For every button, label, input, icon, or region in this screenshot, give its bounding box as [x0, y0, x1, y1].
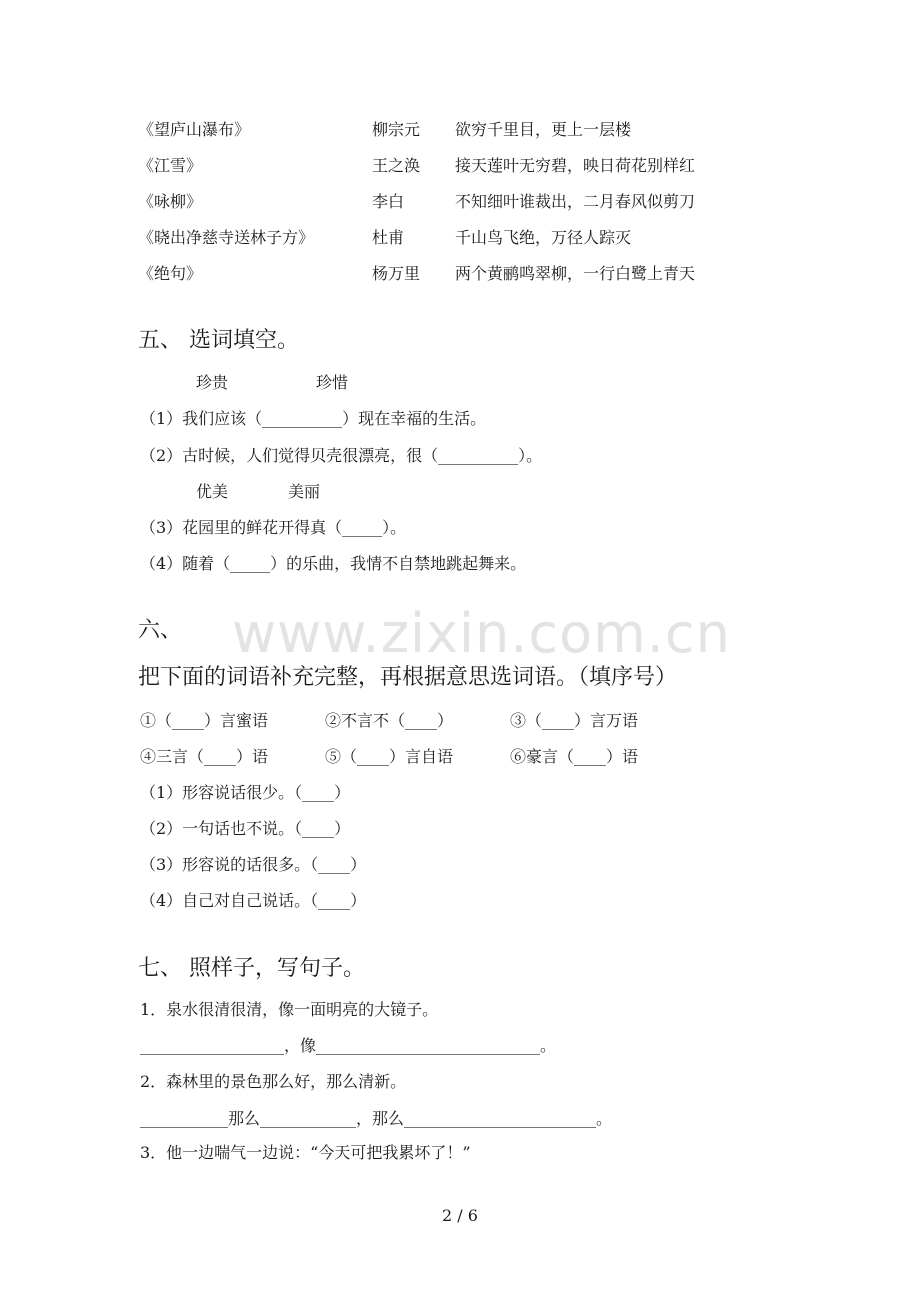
- section-heading: 五、 选词填空。: [138, 328, 299, 353]
- idiom-item: ④三言（____）语: [140, 747, 269, 766]
- idiom-item: ②不言不（____）: [325, 711, 454, 730]
- poem-title: 《晓出净慈寺送林子方》: [138, 228, 315, 247]
- word-option: 珍贵: [196, 373, 229, 392]
- section-heading: 六、: [138, 618, 183, 643]
- poem-line: 两个黄鹂鸣翠柳，一行白鹭上青天: [455, 264, 696, 283]
- poem-line: 千山鸟飞绝，万径人踪灭: [455, 228, 632, 247]
- idiom-item: ①（____）言蜜语: [140, 711, 269, 730]
- poem-title: 《望庐山瀑布》: [138, 120, 251, 139]
- poem-author: 王之涣: [372, 156, 421, 175]
- question: （2）一句话也不说。（____）: [140, 819, 351, 838]
- poem-title: 《咏柳》: [138, 192, 203, 211]
- idiom-item: ⑤（____）言自语: [325, 747, 454, 766]
- question: （2）古时候，人们觉得贝壳很漂亮，很（__________）。: [140, 446, 543, 465]
- question: （3）形容说的话很多。（____）: [140, 855, 367, 874]
- fill-line: ___________那么____________，那么________________________。: [140, 1109, 613, 1128]
- section-heading: 七、 照样子，写句子。: [138, 956, 365, 981]
- question: （1）我们应该（__________）现在幸福的生活。: [140, 409, 487, 428]
- poem-line: 不知细叶谁裁出，二月春风似剪刀: [455, 192, 696, 211]
- poem-author: 杨万里: [372, 264, 421, 283]
- word-option: 优美: [196, 482, 229, 501]
- poem-title: 《绝句》: [138, 264, 203, 283]
- example-sentence: 1．泉水很清很清，像一面明亮的大镜子。: [140, 1000, 439, 1019]
- watermark: www.zixin.com.cn: [232, 602, 731, 665]
- question: （3）花园里的鲜花开得真（_____）。: [140, 518, 407, 537]
- poem-author: 李白: [372, 192, 405, 211]
- poem-title: 《江雪》: [138, 156, 203, 175]
- poem-author: 柳宗元: [372, 120, 421, 139]
- word-option: 珍惜: [316, 373, 349, 392]
- idiom-item: ⑥豪言（____）语: [510, 747, 639, 766]
- poem-line: 欲穷千里目，更上一层楼: [455, 120, 632, 139]
- poem-author: 杜甫: [372, 228, 405, 247]
- question: （1）形容说话很少。（____）: [140, 783, 351, 802]
- example-sentence: 3．他一边喘气一边说：“今天可把我累坏了！”: [140, 1143, 471, 1162]
- example-sentence: 2．森林里的景色那么好，那么清新。: [140, 1072, 407, 1091]
- word-option: 美丽: [288, 482, 321, 501]
- question: （4）自己对自己说话。（____）: [140, 891, 367, 910]
- fill-line: __________________，像____________________________。: [140, 1036, 557, 1055]
- poem-line: 接天莲叶无穷碧，映日荷花别样红: [455, 156, 696, 175]
- question: （4）随着（_____）的乐曲，我情不自禁地跳起舞来。: [140, 554, 527, 573]
- page-number: 2 / 6: [442, 1206, 478, 1225]
- section-instruction: 把下面的词语补充完整，再根据意思选词语。（填序号）: [138, 665, 678, 690]
- idiom-item: ③（____）言万语: [510, 711, 639, 730]
